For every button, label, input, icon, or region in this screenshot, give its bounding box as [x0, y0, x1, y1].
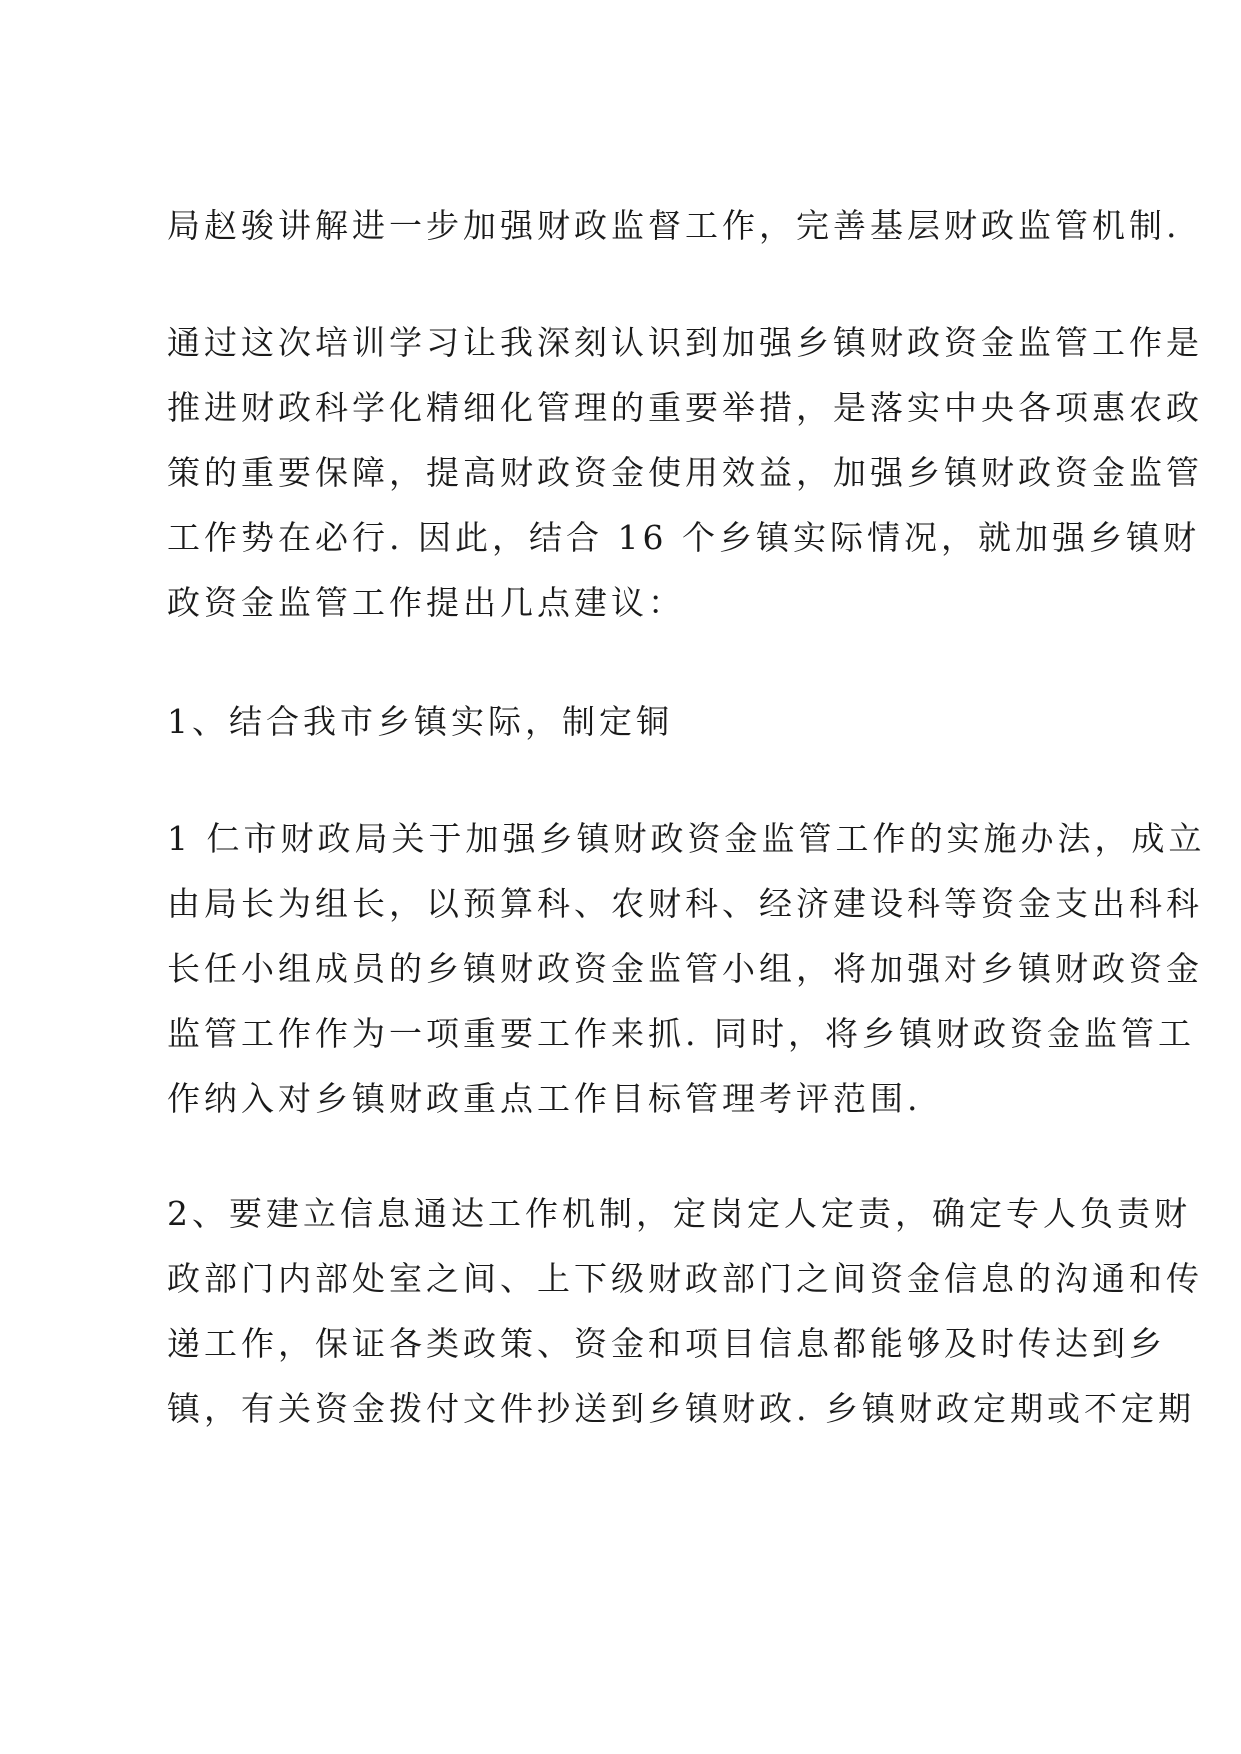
text-line: 策的重要保障，提高财政资金使用效益，加强乡镇财政资金监管	[167, 453, 1203, 492]
text-line: 工作势在必行. 因此，结合 16 个乡镇实际情况，就加强乡镇财	[167, 518, 1200, 557]
text-line: 通过这次培训学习让我深刻认识到加强乡镇财政资金监管工作是	[167, 323, 1203, 362]
text-line: 政资金监管工作提出几点建议：	[167, 583, 685, 622]
paragraph-1	[167, 193, 1181, 258]
text-line: 监管工作作为一项重要工作来抓. 同时，将乡镇财政资金监管工	[167, 1014, 1195, 1053]
text-line: 作纳入对乡镇财政重点工作目标管理考评范围.	[167, 1079, 922, 1118]
text-line: 递工作，保证各类政策、资金和项目信息都能够及时传达到乡	[167, 1324, 1166, 1363]
text-line: 局赵骏讲解进一步加强财政监督工作，完善基层财政监管机制.	[167, 206, 1181, 245]
text-line: 长任小组成员的乡镇财政资金监管小组，将加强对乡镇财政资金	[167, 949, 1203, 988]
text-line: 1、结合我市乡镇实际，制定铜	[167, 702, 673, 741]
text-line: 推进财政科学化精细化管理的重要举措，是落实中央各项惠农政	[167, 388, 1203, 427]
paragraph-2	[167, 310, 1203, 635]
paragraph-4	[167, 806, 1206, 1131]
paragraph-5	[167, 1181, 1203, 1441]
text-line: 2、要建立信息通达工作机制，定岗定人定责，确定专人负责财	[167, 1194, 1191, 1233]
text-line: 1 仁市财政局关于加强乡镇财政资金监管工作的实施办法，成立	[167, 819, 1206, 858]
paragraph-3	[167, 689, 1097, 754]
text-line: 政部门内部处室之间、上下级财政部门之间资金信息的沟通和传	[167, 1259, 1203, 1298]
text-line: 镇，有关资金拨付文件抄送到乡镇财政. 乡镇财政定期或不定期	[167, 1389, 1195, 1428]
text-line: 由局长为组长，以预算科、农财科、经济建设科等资金支出科科	[167, 884, 1203, 923]
